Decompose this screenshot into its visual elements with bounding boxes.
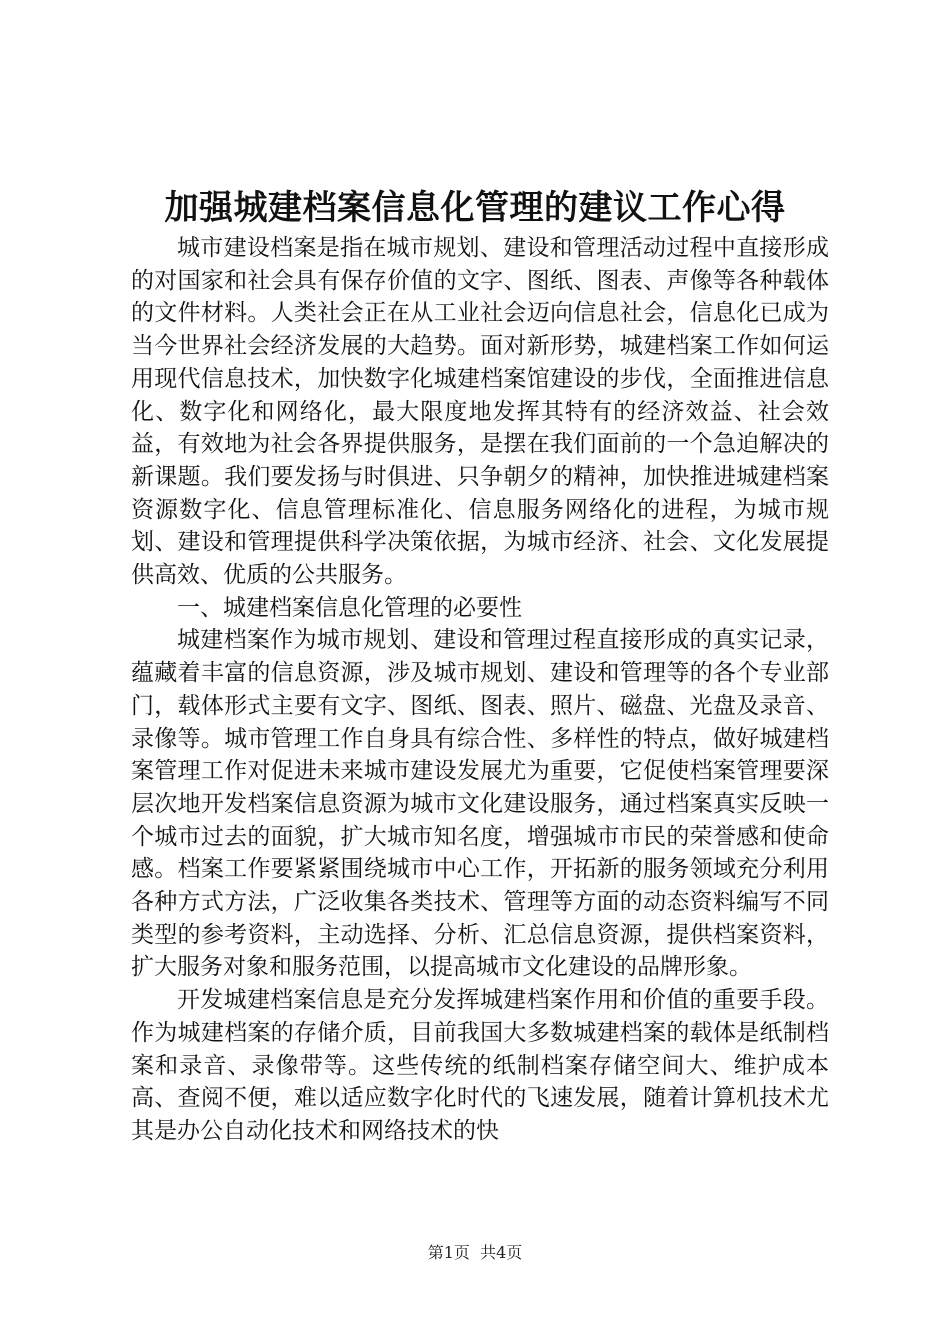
page-footer (0, 1242, 950, 1264)
section-heading: 一、城建档案信息化管理的必要性 (177, 594, 522, 621)
paragraph-development: 开发城建档案信息是充分发挥城建档案作用和价值的重要手段。作为城建档案的存储介质，目前我国大多数城建档案的载体是纸制档案和录音、录像带等。这些传统的纸制档案存储空间大、维护成本高、查阅不便，难以适应数字化时代的飞速发展，随着计算机技术尤其是办公自动化技术和网络技术的快 (131, 987, 829, 1144)
page-number: 第1页 (427, 1243, 470, 1262)
document-body (131, 232, 829, 1148)
page-total: 共4页 (480, 1243, 523, 1262)
page-title: 加强城建档案信息化管理的建议工作心得 (164, 188, 786, 228)
paragraph-necessity: 城建档案作为城市规划、建设和管理过程直接形成的真实记录，蕴藏着丰富的信息资源，涉及城市规划、建设和管理等的各个专业部门，载体形式主要有文字、图纸、图表、照片、磁盘、光盘及录音、录像等。城市管理工作自身具有综合性、多样性的特点，做好城建档案管理工作对促进未来城市建设发展尤为重要，它促使档案管理要深层次地开发档案信息资源为城市文化建设服务，通过档案真实反映一个城市过去的面貌，扩大城市知名度，增强城市市民的荣誉感和使命感。档案工作要紧紧围绕城市中心工作，开拓新的服务领域充分利用各种方式方法，广泛收集各类技术、管理等方面的动态资料编写不同类型的参考资料，主动选择、分析、汇总信息资源，提供档案资料，扩大服务对象和服务范围，以提高城市文化建设的品牌形象。 (131, 627, 829, 981)
paragraph-intro: 城市建设档案是指在城市规划、建设和管理活动过程中直接形成的对国家和社会具有保存价值的文字、图纸、图表、声像等各种载体的文件材料。人类社会正在从工业社会迈向信息社会，信息化已成为当今世界社会经济发展的大趋势。面对新形势，城建档案工作如何运用现代信息技术，加快数字化城建档案馆建设的步伐，全面推进信息化、数字化和网络化，最大限度地发挥其特有的经济效益、社会效益，有效地为社会各界提供服务，是摆在我们面前的一个急迫解决的新课题。我们要发扬与时俱进、只争朝夕的精神，加快推进城建档案资源数字化、信息管理标准化、信息服务网络化的进程，为城市规划、建设和管理提供科学决策依据，为城市经济、社会、文化发展提供高效、优质的公共服务。 (131, 235, 829, 589)
